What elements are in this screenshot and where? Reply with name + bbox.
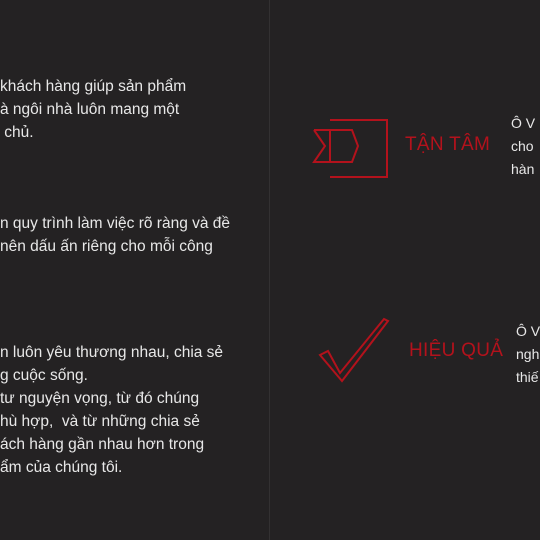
value-description-efficiency: Ô V ngh thiế xyxy=(516,323,540,385)
intro-paragraph-2: n quy trình làm việc rõ ràng và đề nên dấu ấn riêng cho mỗi công xyxy=(0,215,231,255)
checkmark-icon xyxy=(318,315,394,390)
column-divider xyxy=(269,0,270,540)
ribbon-flag-icon xyxy=(310,110,390,187)
value-title-efficiency: HIỆU QUẢ xyxy=(409,340,504,361)
value-title-dedication: TẬN TÂM xyxy=(405,134,491,155)
value-description-dedication: Ô V cho hàn xyxy=(511,115,536,177)
intro-paragraph-3: n luôn yêu thương nhau, chia sẻ g cuộc sống. tư nguyện vọng, từ đó chúng hù hợp, và từ những chia sẻ ách hàng gần nhau hơn trong ẩm của chúng tôi. xyxy=(0,344,224,476)
intro-paragraph-1: khách hàng giúp sản phẩm à ngôi nhà luôn mang một chủ. xyxy=(0,78,187,141)
